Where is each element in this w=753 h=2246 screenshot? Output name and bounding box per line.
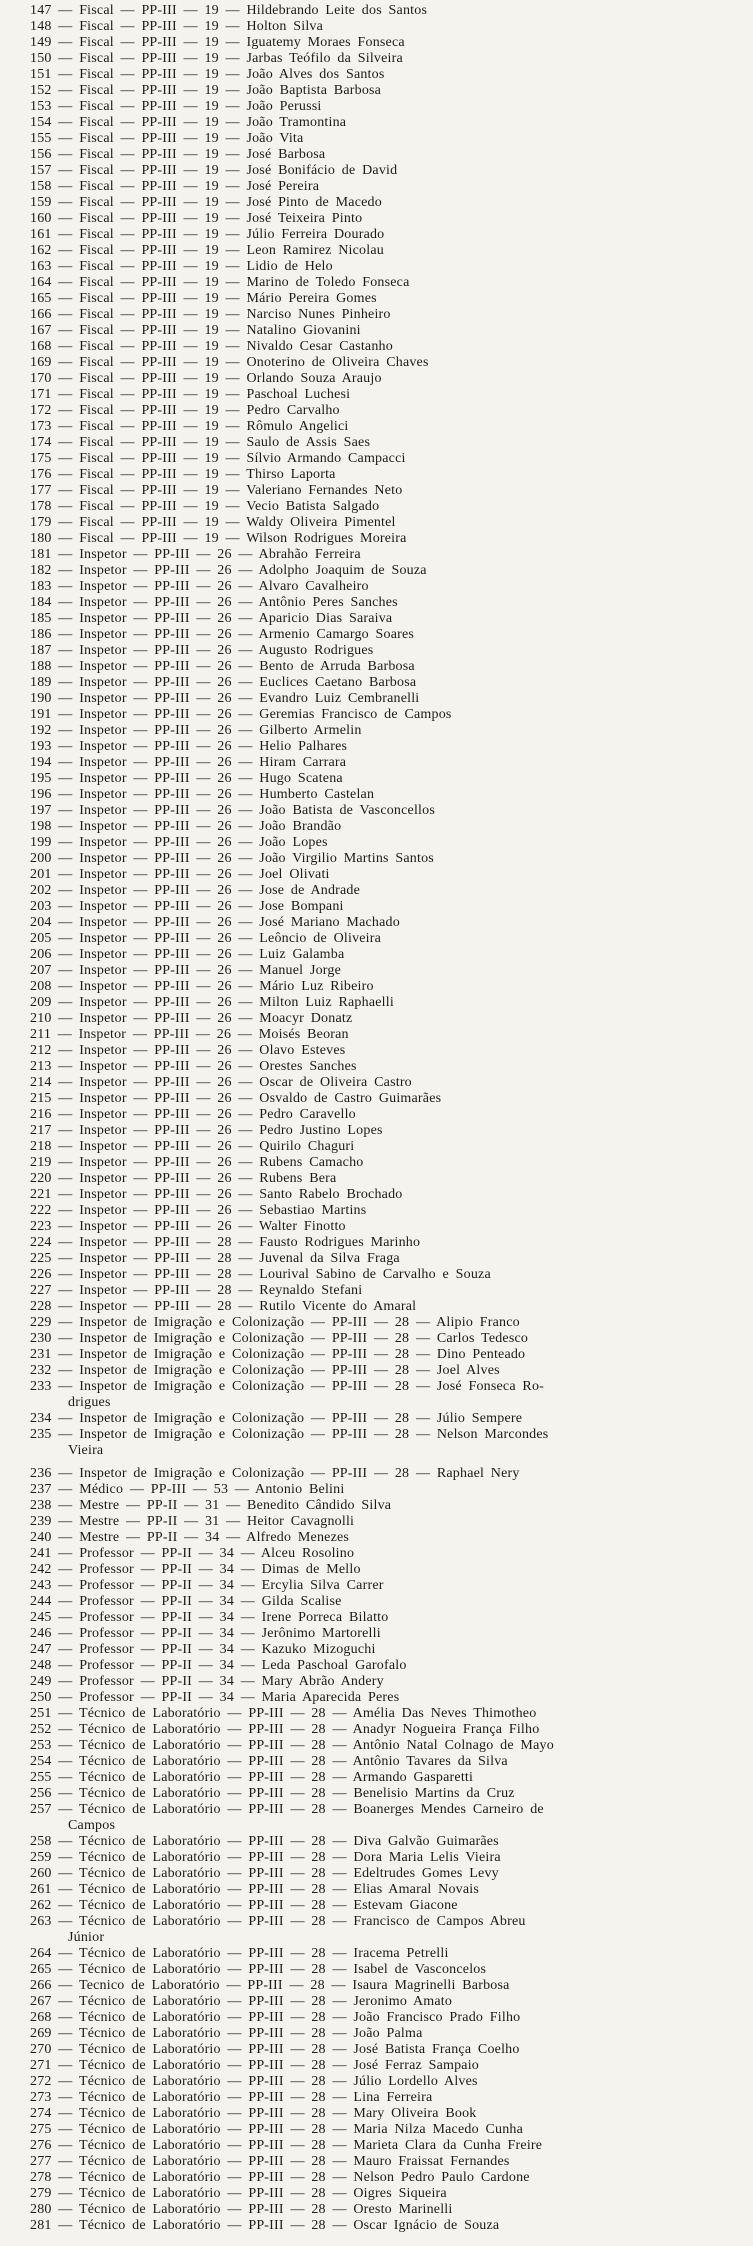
roster-row [30, 1379, 749, 1411]
roster-row [30, 1107, 749, 1123]
roster-row [30, 2202, 749, 2218]
roster-row-text: 243 — Professor — PP-II — 34 — Ercylia Silva Carrer [30, 1578, 384, 1593]
roster-row-text: 224 — Inspetor — PP-III — 28 — Fausto Rodrigues Marinho [30, 1235, 421, 1250]
roster-row [30, 1594, 749, 1610]
roster-row [30, 1962, 749, 1978]
roster-row-text: 207 — Inspetor — PP-III — 26 — Manuel Jorge [30, 963, 342, 978]
roster-row-text: 168 — Fiscal — PP-III — 19 — Nivaldo Cesar Castanho [30, 339, 393, 354]
roster-row [30, 2170, 749, 2186]
roster-row-text: 159 — Fiscal — PP-III — 19 — José Pinto de Macedo [30, 195, 382, 210]
roster-row-text: 249 — Professor — PP-II — 34 — Mary Abrão Andery [30, 1674, 384, 1689]
roster-row [30, 195, 749, 211]
roster-row [30, 1427, 749, 1459]
roster-row [30, 723, 749, 739]
roster-row [30, 1347, 749, 1363]
roster-row [30, 179, 749, 195]
roster-row [30, 2058, 749, 2074]
roster-row [30, 1075, 749, 1091]
roster-row [30, 2042, 749, 2058]
roster-row [30, 947, 749, 963]
roster-row [30, 323, 749, 339]
roster-row [30, 515, 749, 531]
roster-row [30, 915, 749, 931]
roster-row-text: 222 — Inspetor — PP-III — 26 — Sebastiao Martins [30, 1203, 367, 1218]
roster-row-text: 209 — Inspetor — PP-III — 26 — Milton Luiz Raphaelli [30, 995, 394, 1010]
roster-row [30, 1850, 749, 1866]
roster-row-text: 186 — Inspetor — PP-III — 26 — Armenio Camargo Soares [30, 627, 415, 642]
roster-row-text: 189 — Inspetor — PP-III — 26 — Euclices Caetano Barbosa [30, 675, 417, 690]
roster-row [30, 1658, 749, 1674]
roster-row [30, 579, 749, 595]
roster-row [30, 1866, 749, 1882]
roster-row-text: 263 — Técnico de Laboratório — PP-III — 28 — Francisco de Campos Abreu [30, 1914, 526, 1929]
roster-row-text: 204 — Inspetor — PP-III — 26 — José Mariano Machado [30, 915, 400, 930]
roster-row [30, 35, 749, 51]
roster-row [30, 739, 749, 755]
roster-row [30, 1754, 749, 1770]
roster-row-text: 184 — Inspetor — PP-III — 26 — Antônio Peres Sanches [30, 595, 398, 610]
roster-row-text: 272 — Técnico de Laboratório — PP-III — 28 — Júlio Lordello Alves [30, 2074, 478, 2089]
roster-row-text: 261 — Técnico de Laboratório — PP-III — 28 — Elias Amaral Novais [30, 1882, 480, 1897]
roster-row [30, 1994, 749, 2010]
roster-row [30, 1283, 749, 1299]
roster-row [30, 1267, 749, 1283]
roster-row [30, 1562, 749, 1578]
roster-row [30, 451, 749, 467]
roster-row [30, 1235, 749, 1251]
roster-row [30, 659, 749, 675]
roster-row-text: 257 — Técnico de Laboratório — PP-III — 28 — Boanerges Mendes Carneiro de [30, 1802, 544, 1817]
roster-row [30, 1043, 749, 1059]
roster-row-text: 232 — Inspetor de Imigração e Colonização — PP-III — 28 — Joel Alves [30, 1363, 500, 1378]
roster-row-text: 265 — Técnico de Laboratório — PP-III — 28 — Isabel de Vasconcelos [30, 1962, 487, 1977]
roster-row [30, 147, 749, 163]
roster-row-continuation: Vieira [68, 1443, 104, 1458]
roster-row [30, 499, 749, 515]
roster-row-text: 210 — Inspetor — PP-III — 26 — Moacyr Donatz [30, 1011, 353, 1026]
roster-row [30, 787, 749, 803]
roster-row [30, 115, 749, 131]
roster-row [30, 1530, 749, 1546]
roster-row [30, 83, 749, 99]
roster-row-text: 227 — Inspetor — PP-III — 28 — Reynaldo Stefani [30, 1283, 363, 1298]
roster-row-text: 229 — Inspetor de Imigração e Colonização — PP-III — 28 — Alipio Franco [30, 1315, 520, 1330]
roster-row-text: 260 — Técnico de Laboratório — PP-III — 28 — Edeltrudes Gomes Levy [30, 1866, 499, 1881]
roster-row-text: 214 — Inspetor — PP-III — 26 — Oscar de Oliveira Castro [30, 1075, 412, 1090]
roster-list [30, 3, 749, 2234]
roster-row-text: 157 — Fiscal — PP-III — 19 — José Bonifácio de David [30, 163, 398, 178]
roster-row [30, 803, 749, 819]
roster-row [30, 2010, 749, 2026]
roster-row-text: 181 — Inspetor — PP-III — 26 — Abrahão Ferreira [30, 547, 361, 562]
roster-row [30, 1898, 749, 1914]
roster-row [30, 1498, 749, 1514]
roster-row-continuation: drigues [68, 1395, 111, 1410]
roster-row-text: 221 — Inspetor — PP-III — 26 — Santo Rabelo Brochado [30, 1187, 403, 1202]
roster-row-text: 240 — Mestre — PP-II — 34 — Alfredo Menezes [30, 1530, 350, 1545]
roster-row [30, 707, 749, 723]
roster-row-text: 182 — Inspetor — PP-III — 26 — Adolpho Joaquim de Souza [30, 563, 427, 578]
roster-row-text: 164 — Fiscal — PP-III — 19 — Marino de Toledo Fonseca [30, 275, 410, 290]
roster-row [30, 1219, 749, 1235]
roster-row-text: 205 — Inspetor — PP-III — 26 — Leôncio de Oliveira [30, 931, 382, 946]
roster-row [30, 755, 749, 771]
roster-row [30, 227, 749, 243]
roster-row [30, 291, 749, 307]
roster-row-text: 262 — Técnico de Laboratório — PP-III — 28 — Estevam Giacone [30, 1898, 458, 1913]
roster-row [30, 467, 749, 483]
roster-row [30, 1171, 749, 1187]
roster-row [30, 1514, 749, 1530]
roster-row [30, 899, 749, 915]
roster-row-text: 180 — Fiscal — PP-III — 19 — Wilson Rodrigues Moreira [30, 531, 407, 546]
roster-row-text: 212 — Inspetor — PP-III — 26 — Olavo Esteves [30, 1043, 346, 1058]
roster-row-text: 178 — Fiscal — PP-III — 19 — Vecio Batista Salgado [30, 499, 380, 514]
roster-row [30, 483, 749, 499]
roster-row [30, 1315, 749, 1331]
roster-row [30, 1626, 749, 1642]
roster-row-text: 174 — Fiscal — PP-III — 19 — Saulo de Assis Saes [30, 435, 371, 450]
roster-row [30, 2106, 749, 2122]
roster-row-text: 233 — Inspetor de Imigração e Colonização — PP-III — 28 — José Fonseca Ro- [30, 1379, 545, 1394]
roster-row-text: 170 — Fiscal — PP-III — 19 — Orlando Souza Araujo [30, 371, 382, 386]
roster-row [30, 1155, 749, 1171]
roster-row [30, 2026, 749, 2042]
roster-row [30, 1411, 749, 1427]
roster-row-text: 236 — Inspetor de Imigração e Colonização — PP-III — 28 — Raphael Nery [30, 1466, 520, 1481]
roster-row-text: 150 — Fiscal — PP-III — 19 — Jarbas Teófilo da Silveira [30, 51, 403, 66]
roster-row [30, 1011, 749, 1027]
roster-row [30, 131, 749, 147]
roster-row-text: 273 — Técnico de Laboratório — PP-III — 28 — Lina Ferreira [30, 2090, 433, 2105]
roster-row-text: 235 — Inspetor de Imigração e Colonização — PP-III — 28 — Nelson Marcondes [30, 1427, 549, 1442]
roster-row-text: 242 — Professor — PP-II — 34 — Dimas de Mello [30, 1562, 361, 1577]
roster-row-text: 200 — Inspetor — PP-III — 26 — João Virgilio Martins Santos [30, 851, 434, 866]
roster-row [30, 1834, 749, 1850]
roster-row [30, 355, 749, 371]
roster-row [30, 1187, 749, 1203]
roster-row-text: 202 — Inspetor — PP-III — 26 — Jose de Andrade [30, 883, 361, 898]
roster-row [30, 419, 749, 435]
roster-row [30, 275, 749, 291]
roster-row [30, 371, 749, 387]
roster-row-text: 203 — Inspetor — PP-III — 26 — Jose Bompani [30, 899, 344, 914]
roster-row [30, 1363, 749, 1379]
roster-row-text: 201 — Inspetor — PP-III — 26 — Joel Olivati [30, 867, 330, 882]
roster-row [30, 2186, 749, 2202]
roster-row [30, 387, 749, 403]
roster-row-text: 231 — Inspetor de Imigração e Colonização — PP-III — 28 — Dino Penteado [30, 1347, 526, 1362]
roster-row [30, 403, 749, 419]
roster-row-text: 266 — Tecnico de Laboratório — PP-III — 28 — Isaura Magrinelli Barbosa [30, 1978, 510, 1993]
roster-row [30, 1882, 749, 1898]
roster-row [30, 307, 749, 323]
roster-row-text: 244 — Professor — PP-II — 34 — Gilda Scalise [30, 1594, 342, 1609]
roster-row [30, 1738, 749, 1754]
roster-row-text: 278 — Técnico de Laboratório — PP-III — 28 — Nelson Pedro Paulo Cardone [30, 2170, 530, 2185]
roster-row-text: 219 — Inspetor — PP-III — 26 — Rubens Camacho [30, 1155, 364, 1170]
roster-row [30, 2090, 749, 2106]
roster-row [30, 691, 749, 707]
roster-row [30, 1123, 749, 1139]
roster-row [30, 1802, 749, 1834]
roster-row [30, 883, 749, 899]
roster-row-text: 248 — Professor — PP-II — 34 — Leda Paschoal Garofalo [30, 1658, 407, 1673]
roster-row [30, 1722, 749, 1738]
roster-row-text: 163 — Fiscal — PP-III — 19 — Lidio de Helo [30, 259, 333, 274]
roster-row-text: 256 — Técnico de Laboratório — PP-III — 28 — Benelisio Martins da Cruz [30, 1786, 515, 1801]
roster-row [30, 643, 749, 659]
roster-row-text: 250 — Professor — PP-II — 34 — Maria Aparecida Peres [30, 1690, 400, 1705]
roster-row-text: 183 — Inspetor — PP-III — 26 — Alvaro Cavalheiro [30, 579, 369, 594]
roster-row [30, 1139, 749, 1155]
roster-row-text: 149 — Fiscal — PP-III — 19 — Iguatemy Moraes Fonseca [30, 35, 405, 50]
roster-row [30, 1578, 749, 1594]
roster-row [30, 1770, 749, 1786]
roster-row-text: 185 — Inspetor — PP-III — 26 — Aparicio Dias Saraiva [30, 611, 393, 626]
roster-row [30, 1546, 749, 1562]
roster-row-text: 253 — Técnico de Laboratório — PP-III — 28 — Antônio Natal Colnago de Mayo [30, 1738, 554, 1753]
roster-row [30, 595, 749, 611]
roster-row-text: 238 — Mestre — PP-II — 31 — Benedito Cândido Silva [30, 1498, 392, 1513]
roster-row-continuation: Júnior [68, 1930, 105, 1945]
roster-row-text: 228 — Inspetor — PP-III — 28 — Rutilo Vicente do Amaral [30, 1299, 417, 1314]
roster-row [30, 771, 749, 787]
roster-row [30, 995, 749, 1011]
roster-row-text: 211 — Inspetor — PP-III — 26 — Moisés Beoran [30, 1027, 349, 1042]
roster-row-text: 252 — Técnico de Laboratório — PP-III — 28 — Anadyr Nogueira França Filho [30, 1722, 540, 1737]
roster-row-text: 280 — Técnico de Laboratório — PP-III — 28 — Oresto Marinelli [30, 2202, 453, 2217]
roster-row [30, 563, 749, 579]
roster-row-text: 187 — Inspetor — PP-III — 26 — Augusto Rodrigues [30, 643, 374, 658]
roster-row [30, 1706, 749, 1722]
roster-row-text: 165 — Fiscal — PP-III — 19 — Mário Pereira Gomes [30, 291, 377, 306]
roster-row [30, 1674, 749, 1690]
roster-row [30, 1610, 749, 1626]
roster-row [30, 547, 749, 563]
roster-row-text: 208 — Inspetor — PP-III — 26 — Mário Luz Ribeiro [30, 979, 374, 994]
roster-row [30, 211, 749, 227]
roster-row-text: 191 — Inspetor — PP-III — 26 — Geremias Francisco de Campos [30, 707, 452, 722]
roster-row-text: 197 — Inspetor — PP-III — 26 — João Batista de Vasconcellos [30, 803, 435, 818]
roster-row [30, 67, 749, 83]
roster-row-text: 171 — Fiscal — PP-III — 19 — Paschoal Luchesi [30, 387, 351, 402]
roster-row-text: 239 — Mestre — PP-II — 31 — Heitor Cavagnolli [30, 1514, 355, 1529]
roster-row-text: 173 — Fiscal — PP-III — 19 — Rômulo Angelici [30, 419, 349, 434]
roster-row-text: 196 — Inspetor — PP-III — 26 — Humberto Castelan [30, 787, 375, 802]
roster-row-text: 241 — Professor — PP-II — 34 — Alceu Rosolino [30, 1546, 355, 1561]
roster-row [30, 1299, 749, 1315]
roster-row [30, 99, 749, 115]
roster-row-text: 255 — Técnico de Laboratório — PP-III — 28 — Armando Gasparetti [30, 1770, 474, 1785]
roster-row [30, 19, 749, 35]
roster-row-text: 237 — Médico — PP-III — 53 — Antonio Belini [30, 1482, 345, 1497]
roster-row-text: 259 — Técnico de Laboratório — PP-III — 28 — Dora Maria Lelis Vieira [30, 1850, 501, 1865]
roster-row-text: 151 — Fiscal — PP-III — 19 — João Alves dos Santos [30, 67, 385, 82]
roster-row-text: 172 — Fiscal — PP-III — 19 — Pedro Carvalho [30, 403, 340, 418]
roster-row-text: 176 — Fiscal — PP-III — 19 — Thirso Laporta [30, 467, 336, 482]
roster-row-text: 275 — Técnico de Laboratório — PP-III — 28 — Maria Nilza Macedo Cunha [30, 2122, 524, 2137]
roster-row [30, 2138, 749, 2154]
roster-row [30, 1642, 749, 1658]
roster-row-text: 154 — Fiscal — PP-III — 19 — João Tramontina [30, 115, 347, 130]
roster-row [30, 2122, 749, 2138]
roster-row-text: 254 — Técnico de Laboratório — PP-III — 28 — Antônio Tavares da Silva [30, 1754, 508, 1769]
roster-row-text: 277 — Técnico de Laboratório — PP-III — 28 — Mauro Fraissat Fernandes [30, 2154, 510, 2169]
roster-row [30, 2074, 749, 2090]
roster-row-text: 195 — Inspetor — PP-III — 26 — Hugo Scatena [30, 771, 343, 786]
roster-row [30, 1946, 749, 1962]
roster-row [30, 2154, 749, 2170]
roster-row-text: 179 — Fiscal — PP-III — 19 — Waldy Oliveira Pimentel [30, 515, 396, 530]
roster-row [30, 1251, 749, 1267]
roster-row-text: 156 — Fiscal — PP-III — 19 — José Barbosa [30, 147, 326, 162]
roster-row-text: 161 — Fiscal — PP-III — 19 — Júlio Ferreira Dourado [30, 227, 385, 242]
roster-row [30, 339, 749, 355]
roster-row-text: 162 — Fiscal — PP-III — 19 — Leon Ramirez Nicolau [30, 243, 384, 258]
roster-row [30, 2218, 749, 2234]
roster-row-text: 193 — Inspetor — PP-III — 26 — Helio Palhares [30, 739, 348, 754]
roster-row-text: 213 — Inspetor — PP-III — 26 — Orestes Sanches [30, 1059, 357, 1074]
roster-row-text: 167 — Fiscal — PP-III — 19 — Natalino Giovanini [30, 323, 361, 338]
roster-row-text: 258 — Técnico de Laboratório — PP-III — 28 — Diva Galvão Guimarães [30, 1834, 499, 1849]
roster-row-text: 152 — Fiscal — PP-III — 19 — João Baptista Barbosa [30, 83, 382, 98]
roster-row [30, 867, 749, 883]
roster-row-text: 206 — Inspetor — PP-III — 26 — Luiz Galamba [30, 947, 345, 962]
roster-row [30, 1914, 749, 1946]
roster-row [30, 163, 749, 179]
roster-row-text: 281 — Técnico de Laboratório — PP-III — 28 — Oscar Ignácio de Souza [30, 2218, 500, 2233]
roster-row [30, 1786, 749, 1802]
roster-row-text: 268 — Técnico de Laboratório — PP-III — 28 — João Francisco Prado Filho [30, 2010, 521, 2025]
roster-row-text: 188 — Inspetor — PP-III — 26 — Bento de Arruda Barbosa [30, 659, 415, 674]
roster-row [30, 243, 749, 259]
roster-row-text: 175 — Fiscal — PP-III — 19 — Sílvio Armando Campacci [30, 451, 406, 466]
roster-row [30, 1466, 749, 1482]
roster-row [30, 851, 749, 867]
roster-row [30, 1203, 749, 1219]
roster-row [30, 835, 749, 851]
roster-row-text: 230 — Inspetor de Imigração e Colonização — PP-III — 28 — Carlos Tedesco [30, 1331, 529, 1346]
roster-row-text: 153 — Fiscal — PP-III — 19 — João Perussi [30, 99, 322, 114]
roster-row-text: 220 — Inspetor — PP-III — 26 — Rubens Bera [30, 1171, 337, 1186]
roster-row-text: 160 — Fiscal — PP-III — 19 — José Teixeira Pinto [30, 211, 363, 226]
roster-row [30, 3, 749, 19]
roster-row [30, 1059, 749, 1075]
roster-row-text: 218 — Inspetor — PP-III — 26 — Quirilo Chaguri [30, 1139, 355, 1154]
roster-row-text: 246 — Professor — PP-II — 34 — Jerônimo Martorelli [30, 1626, 381, 1641]
roster-row-text: 223 — Inspetor — PP-III — 26 — Walter Finotto [30, 1219, 346, 1234]
roster-row [30, 675, 749, 691]
roster-row-text: 190 — Inspetor — PP-III — 26 — Evandro Luiz Cembranelli [30, 691, 420, 706]
roster-row [30, 259, 749, 275]
roster-row-text: 155 — Fiscal — PP-III — 19 — João Vita [30, 131, 304, 146]
roster-row-text: 216 — Inspetor — PP-III — 26 — Pedro Caravello [30, 1107, 356, 1122]
roster-row-text: 198 — Inspetor — PP-III — 26 — João Brandão [30, 819, 342, 834]
roster-row-text: 264 — Técnico de Laboratório — PP-III — 28 — Iracema Petrelli [30, 1946, 449, 1961]
roster-row-text: 199 — Inspetor — PP-III — 26 — João Lopes [30, 835, 328, 850]
roster-row-text: 247 — Professor — PP-II — 34 — Kazuko Mizoguchi [30, 1642, 376, 1657]
roster-row-text: 271 — Técnico de Laboratório — PP-III — 28 — José Ferraz Sampaio [30, 2058, 480, 2073]
roster-row-text: 166 — Fiscal — PP-III — 19 — Narciso Nunes Pinheiro [30, 307, 391, 322]
roster-row [30, 611, 749, 627]
roster-row [30, 1978, 749, 1994]
roster-row [30, 1027, 749, 1043]
roster-row-text: 194 — Inspetor — PP-III — 26 — Hiram Carrara [30, 755, 347, 770]
roster-row-text: 276 — Técnico de Laboratório — PP-III — 28 — Marieta Clara da Cunha Freire [30, 2138, 543, 2153]
roster-row-text: 279 — Técnico de Laboratório — PP-III — 28 — Oigres Siqueira [30, 2186, 447, 2201]
roster-row [30, 1690, 749, 1706]
roster-row-text: 234 — Inspetor de Imigração e Colonização — PP-III — 28 — Júlio Sempere [30, 1411, 523, 1426]
roster-row-text: 274 — Técnico de Laboratório — PP-III — 28 — Mary Oliveira Book [30, 2106, 477, 2121]
roster-row-text: 267 — Técnico de Laboratório — PP-III — 28 — Jeronimo Amato [30, 1994, 453, 2009]
roster-row-text: 245 — Professor — PP-II — 34 — Irene Porreca Bilatto [30, 1610, 389, 1625]
roster-row [30, 979, 749, 995]
roster-row [30, 1091, 749, 1107]
roster-row [30, 1482, 749, 1498]
roster-row [30, 627, 749, 643]
roster-row-text: 251 — Técnico de Laboratório — PP-III — 28 — Amélia Das Neves Thimotheo [30, 1706, 537, 1721]
roster-row [30, 1331, 749, 1347]
roster-row [30, 931, 749, 947]
roster-row-text: 148 — Fiscal — PP-III — 19 — Holton Silva [30, 19, 324, 34]
roster-row-text: 215 — Inspetor — PP-III — 26 — Osvaldo de Castro Guimarães [30, 1091, 442, 1106]
roster-row-text: 177 — Fiscal — PP-III — 19 — Valeriano Fernandes Neto [30, 483, 403, 498]
roster-row [30, 531, 749, 547]
roster-row-text: 270 — Técnico de Laboratório — PP-III — 28 — José Batista França Coelho [30, 2042, 520, 2057]
roster-row-text: 192 — Inspetor — PP-III — 26 — Gilberto Armelin [30, 723, 362, 738]
roster-row-text: 169 — Fiscal — PP-III — 19 — Onoterino de Oliveira Chaves [30, 355, 429, 370]
roster-row-continuation: Campos [68, 1818, 116, 1833]
roster-row-text: 225 — Inspetor — PP-III — 28 — Juvenal da Silva Fraga [30, 1251, 400, 1266]
roster-row [30, 51, 749, 67]
roster-row-text: 269 — Técnico de Laboratório — PP-III — 28 — João Palma [30, 2026, 423, 2041]
roster-row-text: 226 — Inspetor — PP-III — 28 — Lourival Sabino de Carvalho e Souza [30, 1267, 491, 1282]
roster-row-text: 158 — Fiscal — PP-III — 19 — José Pereira [30, 179, 320, 194]
roster-row [30, 435, 749, 451]
roster-row-text: 217 — Inspetor — PP-III — 26 — Pedro Justino Lopes [30, 1123, 383, 1138]
roster-row-text: 147 — Fiscal — PP-III — 19 — Hildebrando Leite dos Santos [30, 3, 428, 18]
roster-row [30, 819, 749, 835]
roster-row [30, 963, 749, 979]
